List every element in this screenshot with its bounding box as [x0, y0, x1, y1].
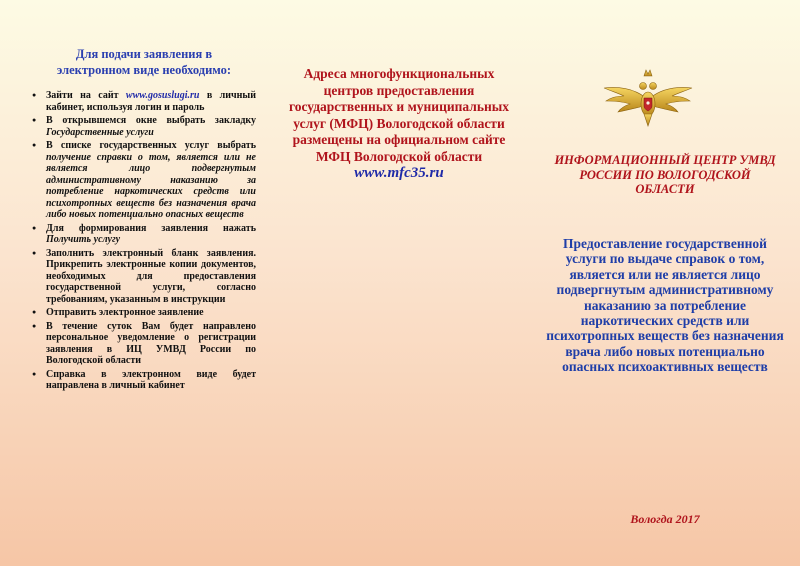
instructions-heading: Для подачи заявления в электронном виде необходимо:	[56, 47, 232, 77]
list-item: ● Зайти на сайт www.gosuslugi.ru в личный кабинет, используя логин и пароль	[46, 90, 256, 113]
list-item: ● Для формирования заявления нажать Получить услугу	[46, 223, 256, 246]
service-description: Предоставление государственной услуги по выдаче справок о том, является или не является лицо подвергнутым административному наказанию за потребление наркотических средств или психотропных веществ без назначения врача либо новых потенциально опасных психоактивных веществ	[546, 236, 784, 375]
list-item: ● В списке государственных услуг выбрать получение справки о том, является или не является лицо подвергнутым административному наказанию за потребление наркотических средств или психотропных веществ без назначения врача либо новых потенциально опасных веществ	[46, 140, 256, 221]
mfc-link[interactable]: www.mfc35.ru	[354, 165, 444, 181]
mvd-eagle-emblem-icon	[600, 64, 696, 136]
list-item: ● В открывшемся окне выбрать закладку Государственные услуги	[46, 115, 256, 138]
gosuslugi-link[interactable]: www.gosuslugi.ru	[125, 90, 200, 101]
list-item: ● В течение суток Вам будет направлено персональное уведомление о регистрации заявления в ИЦ УМВД России по Вологодской области	[46, 321, 256, 367]
instructions-panel	[0, 0, 268, 566]
mfc-text: Адреса многофункциональных центров предоставления государственных и муниципальных услуг (МФЦ) Вологодской области размещены на официальном сайте МФЦ Вологодской области www.mfc35.ru	[288, 66, 510, 181]
instructions-list	[32, 90, 256, 392]
organization-title: ИНФОРМАЦИОННЫЙ ЦЕНТР УМВД РОССИИ ПО ВОЛОГОДСКОЙ ОБЛАСТИ	[554, 153, 776, 196]
list-item: ● Отправить электронное заявление	[46, 307, 256, 319]
mfc-panel	[268, 0, 530, 566]
cover-panel	[530, 0, 800, 566]
list-item: ● Справка в электронном виде будет направлена в личный кабинет	[46, 369, 256, 392]
city-year: Вологда 2017	[630, 512, 700, 526]
list-item: ● Заполнить электронный бланк заявления. Прикрепить электронные копии документов, необходимых для предоставления государственной услуги, согласно требованиям, указанным в инструкции	[46, 248, 256, 306]
